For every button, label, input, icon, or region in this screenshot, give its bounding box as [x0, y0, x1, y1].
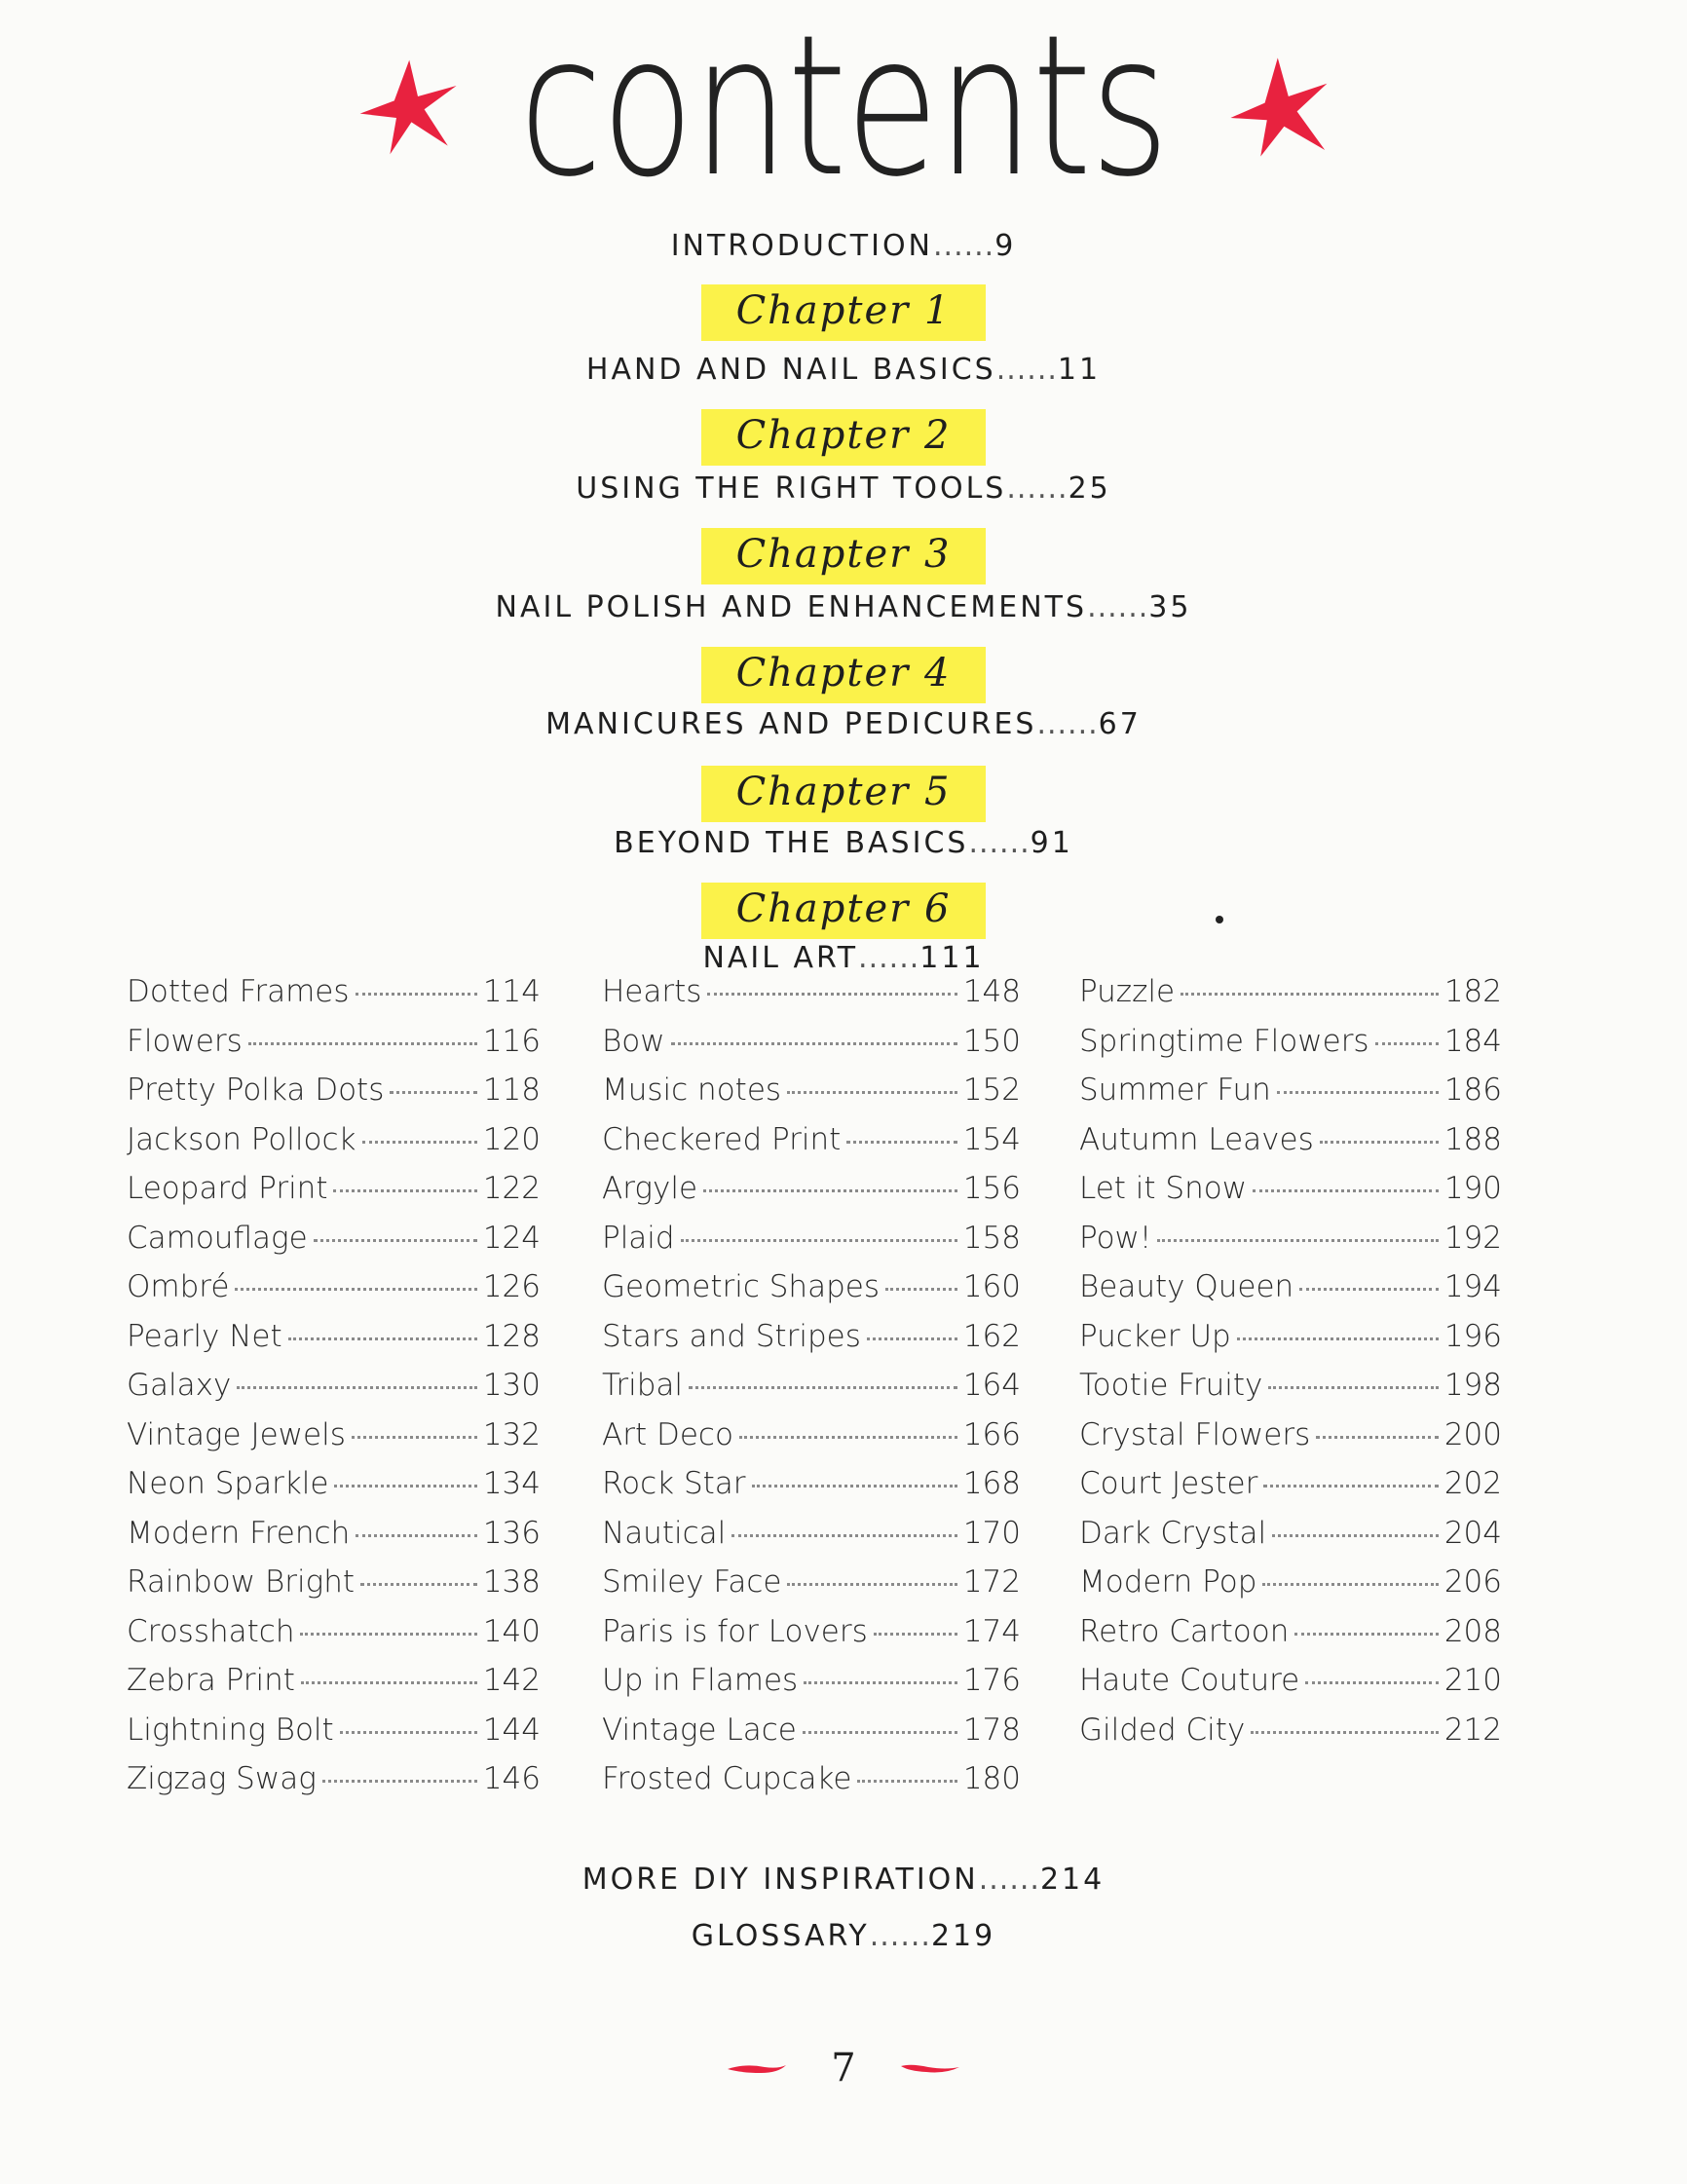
- dot-leader: [1294, 1633, 1438, 1636]
- nail-art-entry[interactable]: [1079, 1221, 1502, 1270]
- entry-page: 136: [482, 1515, 541, 1551]
- entry-page: 150: [962, 1023, 1021, 1059]
- entry-name: Bow: [602, 1023, 665, 1059]
- dot-leader: [390, 1091, 476, 1094]
- entry-page: 210: [1443, 1663, 1502, 1698]
- chapter-2-badge: [0, 409, 1687, 466]
- nail-art-entry[interactable]: [602, 1368, 1021, 1417]
- entry-page: 154: [962, 1121, 1021, 1157]
- nail-art-entry[interactable]: [127, 1564, 541, 1614]
- entry-name: Crystal Flowers: [1079, 1416, 1311, 1452]
- chapter-label: Chapter 6: [701, 883, 987, 939]
- nail-art-entry[interactable]: [1079, 1466, 1502, 1516]
- entry-name: Pearly Net: [127, 1318, 282, 1354]
- page-title: contents: [518, 0, 1169, 220]
- chapter-page: 11: [1057, 353, 1102, 387]
- chapter-page: 111: [919, 941, 985, 975]
- nail-art-entry[interactable]: [1079, 1516, 1502, 1565]
- entry-name: Galaxy: [127, 1368, 232, 1403]
- entry-page: 196: [1443, 1318, 1502, 1354]
- nail-art-entry[interactable]: [602, 1417, 1021, 1467]
- entry-page: 174: [962, 1613, 1021, 1649]
- nail-art-entry[interactable]: [1079, 1417, 1502, 1467]
- nail-art-entry[interactable]: [602, 1221, 1021, 1270]
- intro-entry[interactable]: INTRODUCTION......9: [670, 229, 1017, 263]
- entry-name: Tribal: [602, 1368, 684, 1403]
- nail-art-entry[interactable]: [127, 1663, 541, 1713]
- dot-leader: [340, 1731, 477, 1734]
- chapter-3-entry[interactable]: NAIL POLISH AND ENHANCEMENTS......35: [495, 590, 1192, 624]
- dot-leader: [885, 1288, 957, 1291]
- nail-art-entry[interactable]: [1079, 1663, 1502, 1713]
- dot-leader: [846, 1141, 957, 1144]
- star-icon: [354, 54, 461, 161]
- dot-leader: [857, 1780, 956, 1783]
- chapter-5-badge: [0, 766, 1687, 822]
- chapter-title: USING THE RIGHT TOOLS: [576, 471, 1007, 506]
- entry-page: 142: [482, 1663, 541, 1698]
- entry-name: Music notes: [602, 1073, 782, 1108]
- entry-name: Art Deco: [602, 1416, 733, 1452]
- entry-page: 148: [962, 974, 1021, 1009]
- dot-leader: [314, 1239, 477, 1242]
- glossary-page: 219: [930, 1919, 996, 1953]
- dot-leader: [352, 1436, 477, 1439]
- entry-name: Let it Snow: [1079, 1171, 1248, 1206]
- dot-leader: [752, 1485, 957, 1487]
- red-swash-icon: [899, 2061, 961, 2075]
- entry-name: Rock Star: [602, 1466, 746, 1501]
- entry-page: 164: [962, 1368, 1021, 1403]
- dot-leader: [333, 1189, 476, 1192]
- entry-name: Zebra Print: [127, 1663, 295, 1698]
- entry-page: 140: [482, 1613, 541, 1649]
- glossary-entry[interactable]: GLOSSARY......219: [691, 1919, 996, 1953]
- entry-page: 194: [1443, 1269, 1502, 1304]
- entry-page: 126: [482, 1269, 541, 1304]
- nail-art-entry[interactable]: [127, 1024, 541, 1073]
- entry-page: 114: [482, 974, 541, 1009]
- nail-art-entry[interactable]: [602, 1516, 1021, 1565]
- chapter-title: MANICURES AND PEDICURES: [545, 707, 1037, 741]
- entry-name: Lightning Bolt: [127, 1712, 334, 1748]
- nail-art-entry[interactable]: [127, 1466, 541, 1516]
- entry-page: 118: [482, 1073, 541, 1108]
- entry-page: 116: [482, 1023, 541, 1059]
- dot-leader: [787, 1583, 956, 1586]
- nail-art-entry[interactable]: [1079, 1564, 1502, 1614]
- dot-leader: [1237, 1337, 1439, 1340]
- dot-leader: [288, 1337, 477, 1340]
- entry-name: Jackson Pollock: [127, 1121, 356, 1157]
- entry-page: 168: [962, 1466, 1021, 1501]
- entry-page: 158: [962, 1220, 1021, 1256]
- dot-leader: [671, 1042, 957, 1045]
- dot-leader: [867, 1337, 957, 1340]
- dot-leader: [362, 1141, 477, 1144]
- nail-art-entry[interactable]: [1079, 1171, 1502, 1221]
- entry-page: 152: [962, 1073, 1021, 1108]
- entry-page: 170: [962, 1515, 1021, 1551]
- entry-name: Nautical: [602, 1515, 727, 1551]
- nail-art-entry[interactable]: [127, 1269, 541, 1319]
- entry-page: 144: [482, 1712, 541, 1748]
- more-inspiration-page: 214: [1039, 1863, 1106, 1897]
- nail-art-entry[interactable]: [602, 1564, 1021, 1614]
- chapter-1-entry[interactable]: HAND AND NAIL BASICS......11: [585, 353, 1102, 387]
- entry-name: Pretty Polka Dots: [127, 1073, 385, 1108]
- entry-page: 138: [482, 1564, 541, 1600]
- entry-page: 124: [482, 1220, 541, 1256]
- entry-page: 162: [962, 1318, 1021, 1354]
- entry-name: Flowers: [127, 1023, 243, 1059]
- chapter-title: NAIL ART: [702, 941, 859, 975]
- nail-art-entry[interactable]: [1079, 1269, 1502, 1319]
- entry-name: Retro Cartoon: [1079, 1613, 1290, 1649]
- nail-art-entry[interactable]: [602, 1024, 1021, 1073]
- dot-leader: [356, 993, 477, 996]
- nail-art-entry[interactable]: [602, 1614, 1021, 1664]
- dot-leader: [707, 993, 956, 996]
- entry-name: Geometric Shapes: [602, 1269, 880, 1304]
- chapter-label: Chapter 4: [701, 647, 987, 703]
- chapter-6-entry[interactable]: NAIL ART......111: [702, 941, 985, 975]
- chapter-label: Chapter 1: [701, 284, 987, 341]
- nail-art-entry[interactable]: [127, 1319, 541, 1369]
- entry-page: 180: [962, 1761, 1021, 1796]
- entry-page: 190: [1443, 1171, 1502, 1206]
- nail-art-entry[interactable]: [602, 974, 1021, 1024]
- dot-leader: [1375, 1042, 1439, 1045]
- entry-name: Gilded City: [1079, 1712, 1246, 1748]
- entry-name: Camouflage: [127, 1220, 308, 1256]
- entry-page: 130: [482, 1368, 541, 1403]
- more-inspiration-entry[interactable]: MORE DIY INSPIRATION......214: [581, 1863, 1106, 1897]
- entry-name: Checkered Print: [602, 1121, 842, 1157]
- entry-page: 188: [1443, 1121, 1502, 1157]
- red-swash-icon: [726, 2061, 788, 2075]
- chapter-page: 35: [1148, 590, 1192, 624]
- entry-page: 134: [482, 1466, 541, 1501]
- dot-leader: [1277, 1091, 1439, 1094]
- entry-page: 202: [1443, 1466, 1502, 1501]
- dot-leader: [248, 1042, 477, 1045]
- entry-page: 208: [1443, 1613, 1502, 1649]
- chapter-title: HAND AND NAIL BASICS: [585, 353, 996, 387]
- chapter-3-badge: [0, 528, 1687, 584]
- nail-art-entry[interactable]: [602, 1073, 1021, 1122]
- dot-leader: [1251, 1731, 1439, 1734]
- entry-page: 172: [962, 1564, 1021, 1600]
- entry-name: Paris is for Lovers: [602, 1613, 868, 1649]
- dot-leader: [1181, 993, 1439, 996]
- dot-leader: [681, 1239, 957, 1242]
- dot-leader: [360, 1583, 477, 1586]
- entry-page: 178: [962, 1712, 1021, 1748]
- more-inspiration-label: MORE DIY INSPIRATION: [581, 1863, 979, 1897]
- nail-art-entry[interactable]: [127, 1073, 541, 1122]
- nail-art-entry[interactable]: [602, 1663, 1021, 1713]
- dot-leader: [300, 1633, 476, 1636]
- nail-art-entry[interactable]: [127, 1516, 541, 1565]
- entry-name: Summer Fun: [1079, 1073, 1271, 1108]
- dot-leader: [803, 1731, 957, 1734]
- dot-leader: [1316, 1436, 1439, 1439]
- nail-art-entry[interactable]: [602, 1466, 1021, 1516]
- entry-name: Puzzle: [1079, 974, 1176, 1009]
- dot-leader: [235, 1288, 476, 1291]
- dot-leader: [689, 1386, 957, 1389]
- entry-name: Crosshatch: [127, 1613, 295, 1649]
- dot-leader: [874, 1633, 957, 1636]
- entry-name: Zigzag Swag: [127, 1761, 317, 1796]
- dot-leader: [731, 1534, 957, 1537]
- entry-name: Smiley Face: [602, 1564, 782, 1600]
- entry-page: 204: [1443, 1515, 1502, 1551]
- dot-leader: [1272, 1534, 1439, 1537]
- entry-name: Vintage Lace: [602, 1712, 797, 1748]
- chapter-2-entry[interactable]: USING THE RIGHT TOOLS......25: [576, 471, 1111, 506]
- dot-leader: [1320, 1141, 1439, 1144]
- nail-art-entry[interactable]: [1079, 1614, 1502, 1664]
- dot-leader: [1268, 1386, 1438, 1389]
- page-footer: [0, 2046, 1687, 2090]
- intro-label: INTRODUCTION: [670, 229, 933, 263]
- dot-leader: [237, 1386, 477, 1389]
- entry-page: 132: [482, 1416, 541, 1452]
- nail-art-entry[interactable]: [1079, 1319, 1502, 1369]
- dot-leader: [739, 1436, 957, 1439]
- entry-page: 200: [1443, 1416, 1502, 1452]
- nail-art-entry[interactable]: [602, 1122, 1021, 1172]
- entry-page: 176: [962, 1663, 1021, 1698]
- nail-art-entry[interactable]: [127, 974, 541, 1024]
- entry-page: 156: [962, 1171, 1021, 1206]
- dot-leader: [1263, 1485, 1438, 1487]
- chapter-6-badge: [0, 883, 1687, 939]
- chapter-4-entry[interactable]: MANICURES AND PEDICURES......67: [545, 707, 1142, 741]
- entry-name: Dark Crystal: [1079, 1515, 1267, 1551]
- chapter-title: BEYOND THE BASICS: [614, 826, 969, 860]
- entry-name: Plaid: [602, 1220, 675, 1256]
- entry-name: Argyle: [602, 1171, 698, 1206]
- dot-leader: [1157, 1239, 1438, 1242]
- entry-page: 120: [482, 1121, 541, 1157]
- dot-leader: [1305, 1681, 1439, 1684]
- dot-leader: [703, 1189, 957, 1192]
- nail-art-column-1: [127, 974, 541, 1811]
- entry-name: Ombré: [127, 1269, 230, 1304]
- entry-name: Hearts: [602, 974, 702, 1009]
- entry-name: Pow!: [1079, 1220, 1152, 1256]
- chapter-1-badge: [0, 284, 1687, 341]
- nail-art-entry[interactable]: [602, 1319, 1021, 1369]
- entry-name: Tootie Fruity: [1079, 1368, 1263, 1403]
- entry-name: Pucker Up: [1079, 1318, 1231, 1354]
- entry-name: Rainbow Bright: [127, 1564, 356, 1600]
- entry-page: 160: [962, 1269, 1021, 1304]
- chapter-page: 67: [1098, 707, 1142, 741]
- dot-leader: [301, 1681, 477, 1684]
- nail-art-entry[interactable]: [127, 1713, 541, 1762]
- nail-art-column-3: [1079, 974, 1502, 1761]
- entry-page: 122: [482, 1171, 541, 1206]
- nail-art-column-2: [602, 974, 1021, 1811]
- glossary-label: GLOSSARY: [691, 1919, 870, 1953]
- nail-art-entry[interactable]: [127, 1122, 541, 1172]
- nail-art-entry[interactable]: [1079, 1368, 1502, 1417]
- nail-art-entry[interactable]: [1079, 1073, 1502, 1122]
- entry-page: 184: [1443, 1023, 1502, 1059]
- entry-page: 192: [1443, 1220, 1502, 1256]
- nail-art-entry[interactable]: [127, 1761, 541, 1811]
- nail-art-entry[interactable]: [1079, 1024, 1502, 1073]
- dot-leader: [356, 1534, 477, 1537]
- entry-name: Vintage Jewels: [127, 1416, 346, 1452]
- chapter-label: Chapter 2: [701, 409, 987, 466]
- nail-art-entry[interactable]: [602, 1761, 1021, 1811]
- nail-art-entry[interactable]: [602, 1269, 1021, 1319]
- chapter-label: Chapter 3: [701, 528, 987, 584]
- nail-art-entry[interactable]: [1079, 974, 1502, 1024]
- nail-art-entry[interactable]: [127, 1417, 541, 1467]
- nail-art-entry[interactable]: [602, 1171, 1021, 1221]
- ink-speck: [1216, 916, 1223, 923]
- chapter-5-entry[interactable]: BEYOND THE BASICS......91: [614, 826, 1073, 860]
- entry-page: 206: [1443, 1564, 1502, 1600]
- entry-name: Beauty Queen: [1079, 1269, 1294, 1304]
- nail-art-entry[interactable]: [127, 1221, 541, 1270]
- entry-page: 166: [962, 1416, 1021, 1452]
- nail-art-entry[interactable]: [1079, 1122, 1502, 1172]
- chapter-page: 25: [1068, 471, 1111, 506]
- entry-name: Autumn Leaves: [1079, 1121, 1314, 1157]
- dot-leader: [322, 1780, 477, 1783]
- dot-leader: [1262, 1583, 1438, 1586]
- nail-art-entry[interactable]: [127, 1614, 541, 1664]
- entry-name: Frosted Cupcake: [602, 1761, 852, 1796]
- dot-leader: [1299, 1288, 1439, 1291]
- entry-page: 186: [1443, 1073, 1502, 1108]
- intro-page: 9: [994, 229, 1017, 263]
- chapter-label: Chapter 5: [701, 766, 987, 822]
- chapter-title: NAIL POLISH AND ENHANCEMENTS: [495, 590, 1088, 624]
- star-icon: [1226, 54, 1333, 161]
- entry-name: Court Jester: [1079, 1466, 1258, 1501]
- entry-name: Stars and Stripes: [602, 1318, 861, 1354]
- chapter-4-badge: [0, 647, 1687, 703]
- nail-art-entry[interactable]: [127, 1368, 541, 1417]
- entry-name: Modern French: [127, 1515, 351, 1551]
- entry-name: Haute Couture: [1079, 1663, 1300, 1698]
- chapter-page: 91: [1030, 826, 1073, 860]
- entry-page: 182: [1443, 974, 1502, 1009]
- entry-name: Leopard Print: [127, 1171, 328, 1206]
- page-number: 7: [831, 2046, 856, 2090]
- entry-name: Up in Flames: [602, 1663, 799, 1698]
- entry-page: 198: [1443, 1368, 1502, 1403]
- nail-art-entry[interactable]: [127, 1171, 541, 1221]
- nail-art-entry[interactable]: [602, 1713, 1021, 1762]
- dot-leader: [334, 1485, 476, 1487]
- entry-name: Springtime Flowers: [1079, 1023, 1369, 1059]
- entry-name: Neon Sparkle: [127, 1466, 329, 1501]
- entry-page: 212: [1443, 1712, 1502, 1748]
- dot-leader: [804, 1681, 957, 1684]
- entry-page: 128: [482, 1318, 541, 1354]
- dot-leader: [1253, 1189, 1439, 1192]
- entry-page: 146: [482, 1761, 541, 1796]
- dot-leader: [787, 1091, 957, 1094]
- title-row: [0, 0, 1687, 220]
- entry-name: Dotted Frames: [127, 974, 350, 1009]
- entry-name: Modern Pop: [1079, 1564, 1257, 1600]
- nail-art-entry[interactable]: [1079, 1713, 1502, 1762]
